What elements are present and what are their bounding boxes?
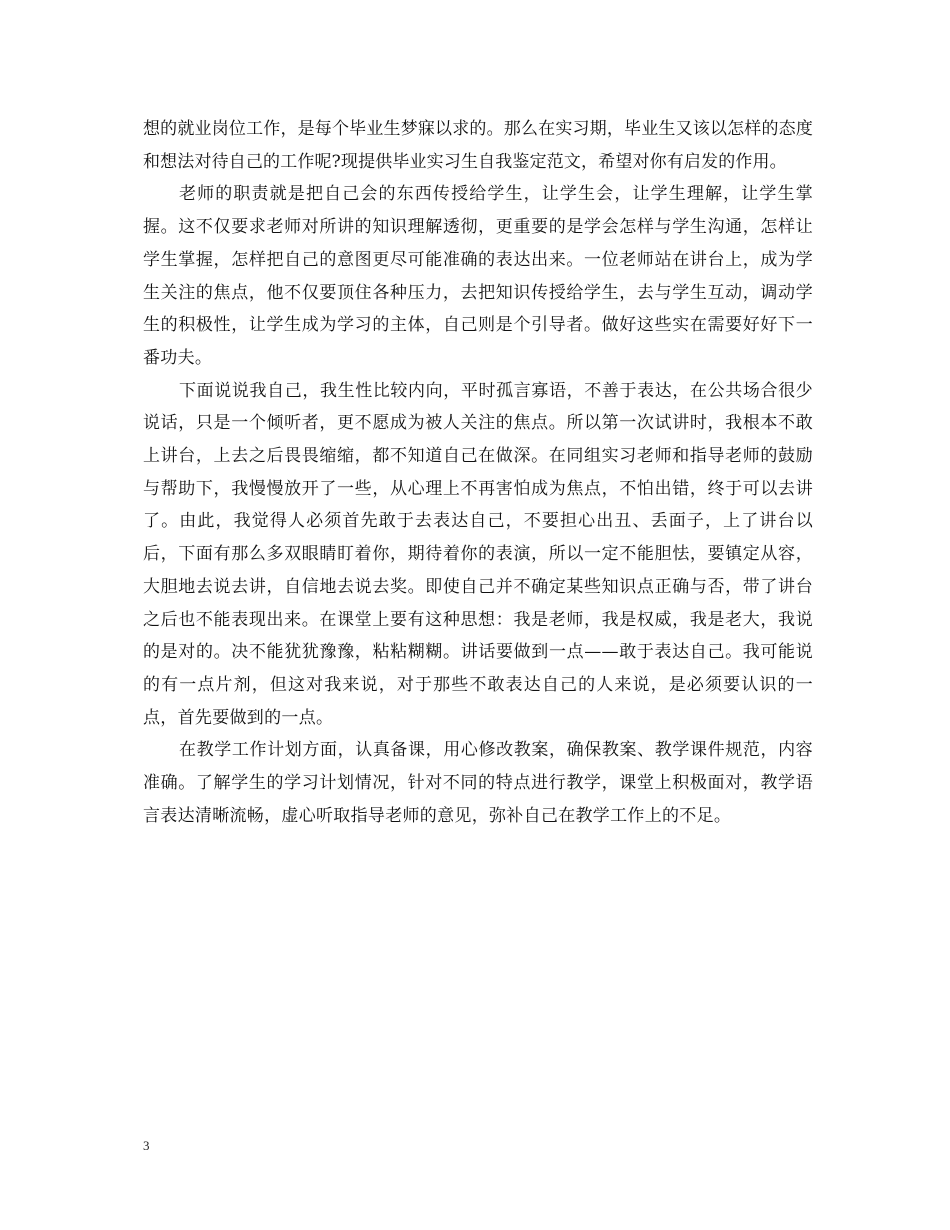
paragraph-intro: 想的就业岗位工作，是每个毕业生梦寐以求的。那么在实习期，毕业生又该以怎样的态度和想法对待自己的工作呢?现提供毕业实习生自我鉴定范文，希望对你有启发的作用。 [143,119,813,172]
page-number: 3 [143,1138,150,1153]
paragraph-self-reflection: 下面说说我自己，我生性比较内向，平时孤言寡语，不善于表达，在公共场合很少说话，只是一个倾听者，更不愿成为被人关注的焦点。所以第一次试讲时，我根本不敢上讲台，上去之后畏畏缩缩，都不知道自己在做深。在同组实习老师和指导老师的鼓励与帮助下，我慢慢放开了一些，从心理上不再害怕成为焦点，不怕出错，终于可以去讲了。由此，我觉得人必须首先敢于去表达自己，不要担心出丑、丢面子，上了讲台以后，下面有那么多双眼睛盯着你，期待着你的表演，所以一定不能胆怯，要镇定从容，大胆地去说去讲，自信地去说去奖。即使自己并不确定某些知识点正确与否，带了讲台之后也不能表现出来。在课堂上要有这种思想：我是老师，我是权威，我是老大，我说的是对的。决不能犹犹豫豫，粘粘糊糊。讲话要做到一点——敢于表达自己。我可能说的有一点片剂，但这对我来说，对于那些不敢表达自己的人来说，是必须要认识的一点，首先要做到的一点。 [143,380,813,728]
paragraph-teacher-duty: 老师的职责就是把自己会的东西传授给学生，让学生会，让学生理解，让学生掌握。这不仅要求老师对所讲的知识理解透彻，更重要的是学会怎样与学生沟通，怎样让学生掌握，怎样把自己的意图更尽可能准确的表达出来。一位老师站在讲台上，成为学生关注的焦点，他不仅要顶住各种压力，去把知识传授给学生，去与学生互动，调动学生的积极性，让学生成为学习的主体，自己则是个引导者。做好这些实在需要好好下一番功夫。 [143,184,813,368]
document-body [143,113,813,832]
paragraph-teaching-plan: 在教学工作计划方面，认真备课，用心修改教案，确保教案、教学课件规范，内容准确。了解学生的学习计划情况，针对不同的特点进行教学，课堂上积极面对，教学语言表达清晰流畅，虚心听取指导老师的意见，弥补自己在教学工作上的不足。 [143,740,813,826]
